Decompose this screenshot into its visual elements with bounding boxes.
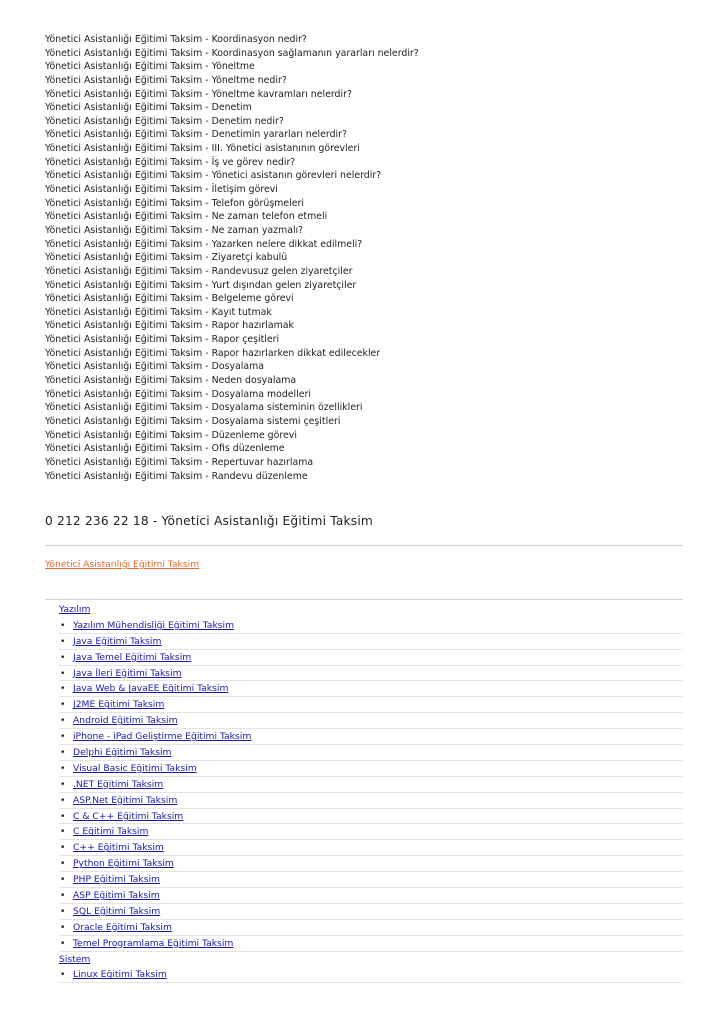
topic-list xyxy=(45,33,419,483)
bullet-icon: • xyxy=(60,699,66,711)
divider xyxy=(45,545,683,546)
menu-item xyxy=(59,856,683,872)
divider xyxy=(45,599,683,600)
topic-line: Yönetici Asistanlığı Eğitimi Taksim - Yazarken nelere dikkat edilmeli? xyxy=(45,238,363,250)
topic-line: Yönetici Asistanlığı Eğitimi Taksim - Ne zaman telefon etmeli xyxy=(45,211,328,223)
menu-item xyxy=(59,713,683,729)
menu-item-link[interactable]: Visual Basic Eğitimi Taksim xyxy=(73,762,197,774)
menu-item-link[interactable]: Temel Programlama Eğitimi Taksim xyxy=(73,937,234,949)
topic-line: Yönetici Asistanlığı Eğitimi Taksim - Dosyalama modelleri xyxy=(45,388,311,400)
menu-item-link[interactable]: Linux Eğitimi Taksim xyxy=(73,969,167,981)
topic-line: Yönetici Asistanlığı Eğitimi Taksim - Yurt dışından gelen ziyaretçiler xyxy=(45,279,357,291)
main-course-link[interactable]: Yönetici Asistanlığı Eğitimi Taksim xyxy=(45,559,200,570)
menu-item-link[interactable]: C & C++ Eğitimi Taksim xyxy=(73,810,184,822)
bullet-icon: • xyxy=(60,890,66,902)
bullet-icon: • xyxy=(60,905,66,917)
menu-item-link[interactable]: Android Eğitimi Taksim xyxy=(73,715,178,727)
menu-item xyxy=(59,936,683,952)
menu-item xyxy=(59,697,683,713)
bullet-icon: • xyxy=(60,826,66,838)
menu-item-link[interactable]: J2ME Eğitimi Taksim xyxy=(73,699,165,711)
bullet-icon: • xyxy=(60,842,66,854)
menu-item-link[interactable]: .NET Eğitimi Taksim xyxy=(73,778,164,790)
topic-line: Yönetici Asistanlığı Eğitimi Taksim - Yöneltme nedir? xyxy=(45,74,287,86)
menu-item xyxy=(59,666,683,682)
topic-line: Yönetici Asistanlığı Eğitimi Taksim - Rapor hazırlarken dikkat edilecekler xyxy=(45,347,381,359)
topic-line: Yönetici Asistanlığı Eğitimi Taksim - Ne zaman yazmalı? xyxy=(45,224,304,236)
bullet-icon: • xyxy=(60,635,66,647)
bullet-icon: • xyxy=(60,921,66,933)
category-system-link[interactable]: Sistem xyxy=(59,953,91,965)
topic-line: Yönetici Asistanlığı Eğitimi Taksim - Yöneltme kavramları nelerdir? xyxy=(45,88,352,100)
menu-item xyxy=(59,681,683,697)
topic-line: Yönetici Asistanlığı Eğitimi Taksim - Kayıt tutmak xyxy=(45,306,272,318)
menu-item xyxy=(59,634,683,650)
menu-item-link[interactable]: iPhone - iPad Geliştirme Eğitimi Taksim xyxy=(73,731,252,743)
bullet-icon: • xyxy=(60,747,66,759)
bullet-icon: • xyxy=(60,651,66,663)
bullet-icon: • xyxy=(60,874,66,886)
menu-item xyxy=(59,967,683,983)
menu-item-link[interactable]: Oracle Eğitimi Taksim xyxy=(73,921,172,933)
topic-line: Yönetici Asistanlığı Eğitimi Taksim - Repertuvar hazırlama xyxy=(45,456,314,468)
bullet-icon: • xyxy=(60,858,66,870)
bullet-icon: • xyxy=(60,731,66,743)
topic-line: Yönetici Asistanlığı Eğitimi Taksim - III. Yönetici asistanının görevleri xyxy=(45,143,360,155)
bullet-icon: • xyxy=(60,667,66,679)
topic-line: Yönetici Asistanlığı Eğitimi Taksim - Yöneltme xyxy=(45,61,255,73)
menu-item xyxy=(59,729,683,745)
topic-line: Yönetici Asistanlığı Eğitimi Taksim - Yönetici asistanın görevleri nelerdir? xyxy=(45,170,382,182)
bullet-icon: • xyxy=(60,969,66,981)
topic-line: Yönetici Asistanlığı Eğitimi Taksim - Ziyaretçi kabulü xyxy=(45,252,288,264)
menu-item xyxy=(59,809,683,825)
topic-line: Yönetici Asistanlığı Eğitimi Taksim - Denetim xyxy=(45,102,252,114)
topic-line: Yönetici Asistanlığı Eğitimi Taksim - Belgeleme görevi xyxy=(45,293,294,305)
menu-item xyxy=(59,840,683,856)
menu-item xyxy=(59,904,683,920)
menu-item-link[interactable]: SQL Eğitimi Taksim xyxy=(73,905,161,917)
category-system xyxy=(59,952,683,968)
bullet-icon: • xyxy=(60,762,66,774)
course-menu xyxy=(59,602,683,983)
topic-line: Yönetici Asistanlığı Eğitimi Taksim - Denetimin yararları nelerdir? xyxy=(45,129,347,141)
topic-line: Yönetici Asistanlığı Eğitimi Taksim - Randevusuz gelen ziyaretçiler xyxy=(45,265,353,277)
menu-item-link[interactable]: Delphi Eğitimi Taksim xyxy=(73,747,172,759)
topic-line: Yönetici Asistanlığı Eğitimi Taksim - Koordinasyon nedir? xyxy=(45,34,307,45)
bullet-icon: • xyxy=(60,715,66,727)
menu-item xyxy=(59,824,683,840)
category-software-link[interactable]: Yazılım xyxy=(59,604,91,615)
topic-line: Yönetici Asistanlığı Eğitimi Taksim - Koordinasyon sağlamanın yararları nelerdir? xyxy=(45,47,419,59)
bullet-icon: • xyxy=(60,778,66,790)
menu-item-link[interactable]: Java Temel Eğitimi Taksim xyxy=(73,651,192,663)
menu-item xyxy=(59,745,683,761)
topic-line: Yönetici Asistanlığı Eğitimi Taksim - Randevu düzenleme xyxy=(45,470,308,482)
bullet-icon: • xyxy=(60,794,66,806)
menu-item xyxy=(59,650,683,666)
topic-line: Yönetici Asistanlığı Eğitimi Taksim - Rapor hazırlamak xyxy=(45,320,294,332)
menu-item xyxy=(59,761,683,777)
category-software xyxy=(59,602,683,618)
topic-line: Yönetici Asistanlığı Eğitimi Taksim - Ofis düzenleme xyxy=(45,443,285,455)
menu-item-link[interactable]: Java Web & JavaEE Eğitimi Taksim xyxy=(73,683,229,695)
menu-item xyxy=(59,920,683,936)
menu-item xyxy=(59,872,683,888)
menu-item-link[interactable]: Java İleri Eğitimi Taksim xyxy=(73,667,182,679)
menu-item-link[interactable]: C Eğitimi Taksim xyxy=(73,826,149,838)
bullet-icon: • xyxy=(60,937,66,949)
menu-item xyxy=(59,793,683,809)
menu-item-link[interactable]: Yazılım Mühendisliği Eğitimi Taksim xyxy=(73,619,235,631)
topic-line: Yönetici Asistanlığı Eğitimi Taksim - Dosyalama sisteminin özellikleri xyxy=(45,402,363,414)
menu-item-link[interactable]: PHP Eğitimi Taksim xyxy=(73,874,161,886)
menu-item-link[interactable]: Python Eğitimi Taksim xyxy=(73,858,174,870)
topic-line: Yönetici Asistanlığı Eğitimi Taksim - İş ve görev nedir? xyxy=(45,156,296,168)
bullet-icon: • xyxy=(60,810,66,822)
bullet-icon: • xyxy=(60,619,66,631)
menu-item xyxy=(59,777,683,793)
topic-line: Yönetici Asistanlığı Eğitimi Taksim - Düzenleme görevi xyxy=(45,429,297,441)
topic-line: Yönetici Asistanlığı Eğitimi Taksim - Dosyalama xyxy=(45,361,264,373)
topic-line: Yönetici Asistanlığı Eğitimi Taksim - Neden dosyalama xyxy=(45,375,297,387)
topic-line: Yönetici Asistanlığı Eğitimi Taksim - Denetim nedir? xyxy=(45,115,284,127)
topic-line: Yönetici Asistanlığı Eğitimi Taksim - Rapor çeşitleri xyxy=(45,334,280,346)
topic-line: Yönetici Asistanlığı Eğitimi Taksim - Telefon görüşmeleri xyxy=(45,197,304,209)
menu-item-link[interactable]: ASP Eğitimi Taksim xyxy=(73,890,160,902)
topic-line: Yönetici Asistanlığı Eğitimi Taksim - İletişim görevi xyxy=(45,184,278,196)
topic-line: Yönetici Asistanlığı Eğitimi Taksim - Dosyalama sistemi çeşitleri xyxy=(45,415,341,427)
menu-item-link[interactable]: Java Eğitimi Taksim xyxy=(73,635,162,647)
menu-item-link[interactable]: C++ Eğitimi Taksim xyxy=(73,842,164,854)
bullet-icon: • xyxy=(60,683,66,695)
menu-item-link[interactable]: ASP.Net Eğitimi Taksim xyxy=(73,794,178,806)
menu-item xyxy=(59,618,683,634)
phone-heading: 0 212 236 22 18 - Yönetici Asistanlığı Eğitimi Taksim xyxy=(45,514,374,528)
menu-item xyxy=(59,888,683,904)
